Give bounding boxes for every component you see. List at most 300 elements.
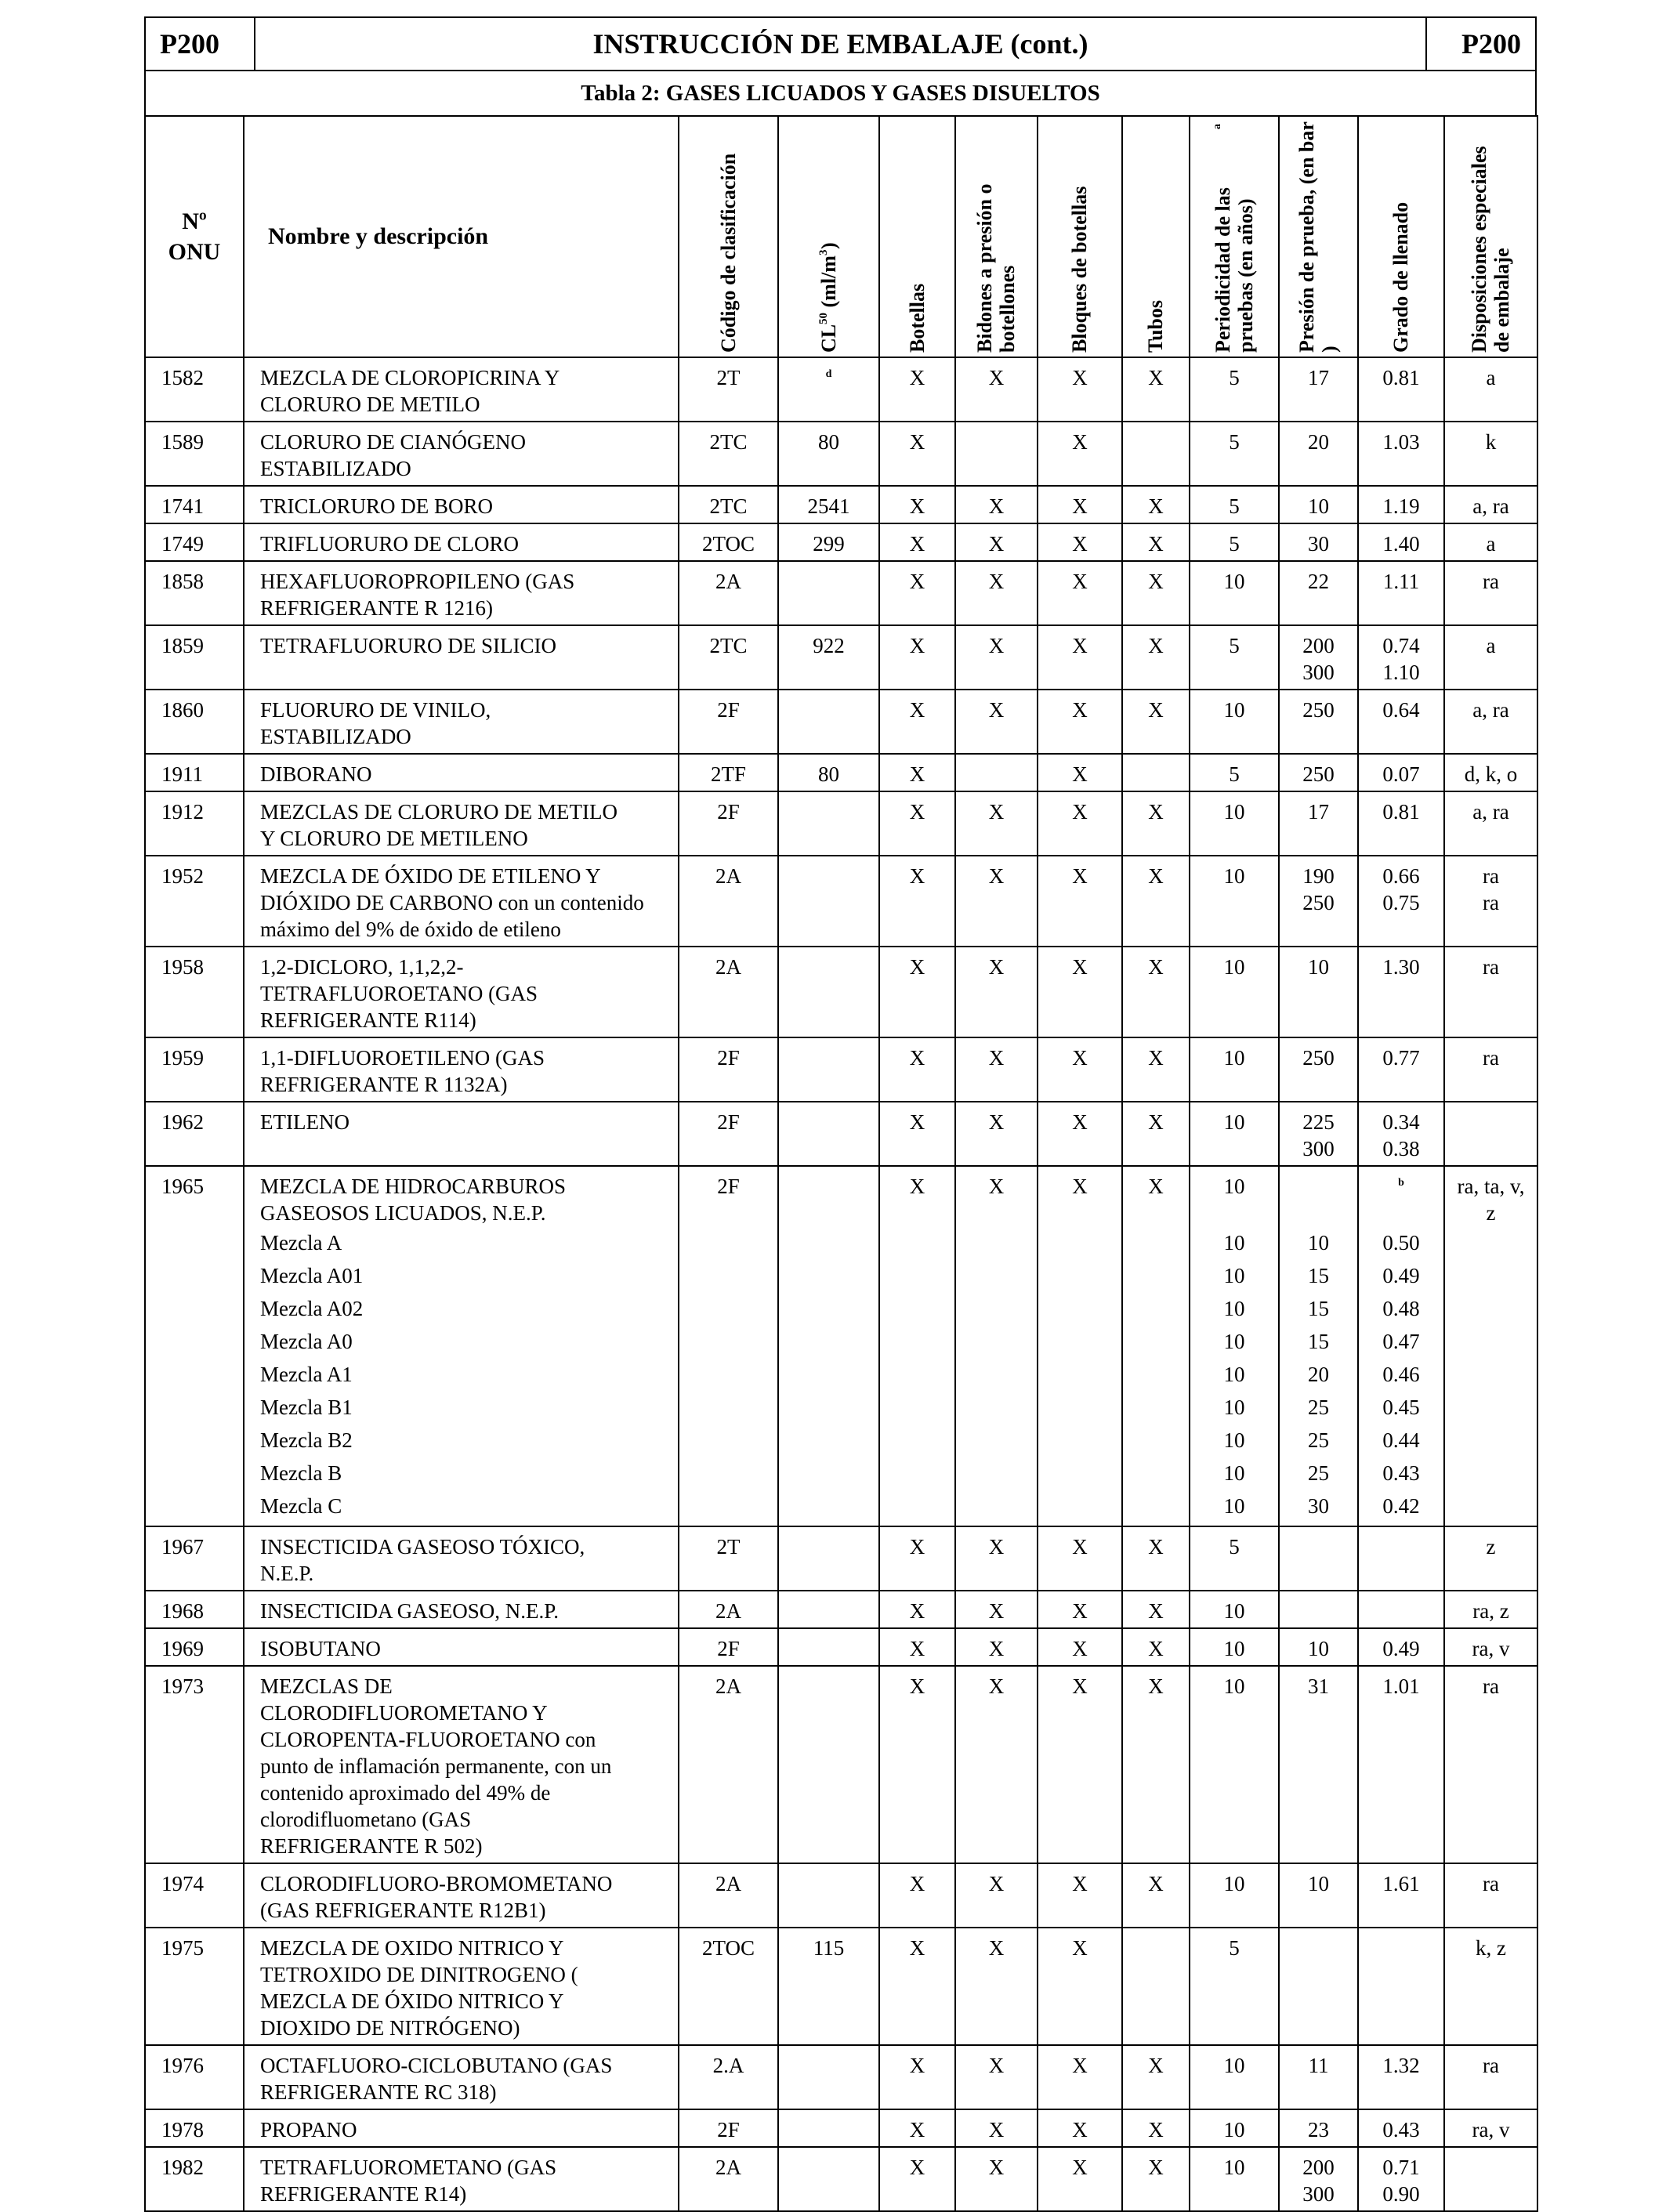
special-provisions (1444, 523, 1537, 561)
tubes-mark: X (1122, 357, 1190, 422)
substance-name-line: FLUORURO DE VINILO, (260, 698, 491, 722)
drums-mark (955, 754, 1038, 791)
filling-ratio (1358, 1863, 1444, 1928)
mixture-filling: 0.43 (1382, 1461, 1420, 1485)
un-number: 1858 (145, 561, 244, 625)
table-row (145, 2045, 1537, 2109)
table-row (145, 1928, 1537, 2045)
substance-name-lines (260, 863, 672, 943)
special-lines (1445, 1173, 1537, 1226)
test-pressure (1279, 1628, 1358, 1666)
tubes-mark: X (1122, 1591, 1190, 1628)
table-row (145, 1037, 1537, 1102)
filling-ratio-lines (1359, 1109, 1443, 1162)
substance-name-lines (260, 364, 672, 418)
test-period: 5 (1190, 422, 1279, 486)
substance-name-lines (260, 761, 672, 787)
substance-name-lines (260, 530, 672, 557)
special-provisions (1444, 1928, 1537, 2045)
substance-name-line: CLORODIFLUOROMETANO Y (260, 1701, 548, 1725)
col-cylinders (879, 116, 955, 357)
substance-name (244, 1863, 679, 1928)
test-pressure (1279, 2045, 1358, 2109)
special-provisions-lines (1445, 954, 1537, 980)
bundles-mark: X (1038, 1166, 1122, 1526)
bundles-mark: X (1038, 1037, 1122, 1102)
mixture-name: Mezcla A01 (260, 1264, 364, 1287)
cylinders-mark: X (879, 690, 955, 754)
test-pressure-lines (1280, 1044, 1357, 1071)
special-provisions-line: a (1486, 634, 1496, 657)
col-drums-label: Bidones a presión o botellones (973, 183, 1020, 353)
substance-name-line: (GAS REFRIGERANTE R12B1) (260, 1899, 546, 1922)
col-period-text: Periodicidad de las pruebas (en años) (1211, 187, 1257, 353)
substance-name-line: clorodifluometano (GAS (260, 1808, 472, 1831)
cylinders-mark: X (879, 1666, 955, 1863)
bundles-mark: X (1038, 486, 1122, 523)
un-number: 1967 (145, 1526, 244, 1591)
test-pressure-line: 10 (1308, 1872, 1329, 1895)
bundles-mark: X (1038, 2045, 1122, 2109)
substance-name-line: MEZCLAS DE CLORURO DE METILO (260, 800, 618, 824)
substance-name-lines (260, 429, 672, 482)
test-period: 10 (1190, 1666, 1279, 1863)
un-number: 1965 (145, 1166, 244, 1526)
table-row (145, 1628, 1537, 1666)
period-main (1190, 1173, 1278, 1226)
mixture-pressure: 15 (1308, 1264, 1329, 1287)
drums-mark: X (955, 2109, 1038, 2147)
filling-ratio-lines (1359, 530, 1443, 557)
drums-mark: X (955, 1666, 1038, 1863)
table-row (145, 791, 1537, 856)
bundles-mark: X (1038, 357, 1122, 422)
substance-name (244, 1928, 679, 2045)
drums-mark: X (955, 1102, 1038, 1166)
test-period: 5 (1190, 357, 1279, 422)
filling-ratio-lines (1359, 1635, 1443, 1662)
substance-name-line: PROPANO (260, 2118, 357, 2141)
test-pressure (1279, 1526, 1358, 1591)
table-row (145, 1526, 1537, 1591)
test-pressure-line: 190 (1302, 864, 1335, 888)
test-period: 5 (1190, 1526, 1279, 1591)
un-number: 1741 (145, 486, 244, 523)
table-row (145, 754, 1537, 791)
special-provisions-line: ra, z (1472, 1599, 1509, 1623)
bundles-mark: X (1038, 754, 1122, 791)
bundles-mark: X (1038, 1863, 1122, 1928)
substance-name-line: CLOROPENTA-FLUOROETANO con (260, 1728, 596, 1751)
filling-ratio (1358, 1666, 1444, 1863)
special-line: ra, ta, v, (1457, 1175, 1525, 1198)
filling-ratio (1358, 1628, 1444, 1666)
col-cylinders-label: Botellas (905, 283, 929, 353)
test-pressure (1279, 523, 1358, 561)
filling-ratio (1358, 1591, 1444, 1628)
table-body-1965 (145, 1166, 1537, 1526)
mixture-pressures (1280, 1226, 1357, 1522)
instruction-title: INSTRUCCIÓN DE EMBALAJE (cont.) (255, 17, 1426, 71)
classification-code: 2.A (679, 2045, 778, 2109)
special-provisions-lines (1445, 1673, 1537, 1700)
table-row (145, 1591, 1537, 1628)
substance-name (244, 523, 679, 561)
special-provisions (1444, 2045, 1537, 2109)
filling-ratio-lines (1359, 798, 1443, 825)
special-provisions-line: a, ra (1472, 494, 1509, 518)
substance-name-line: REFRIGERANTE R114) (260, 1008, 476, 1032)
bundles-mark: X (1038, 523, 1122, 561)
instruction-code-right: P200 (1426, 17, 1536, 71)
special-provisions (1444, 1526, 1537, 1591)
classification-code: 2F (679, 1037, 778, 1102)
test-pressure-lines (1280, 761, 1357, 787)
test-pressure (1279, 947, 1358, 1037)
test-pressure-line: 200 (1302, 634, 1335, 657)
un-number: 1582 (145, 357, 244, 422)
special-line: z (1486, 1201, 1496, 1225)
test-pressure-line: 22 (1308, 570, 1329, 593)
tubes-mark: X (1122, 1102, 1190, 1166)
col-special-provisions (1444, 116, 1537, 357)
substance-name-lines (260, 1870, 672, 1924)
special-provisions (1444, 561, 1537, 625)
lc50-value: 922 (778, 625, 879, 690)
tubes-mark: X (1122, 561, 1190, 625)
substance-name-line: MEZCLA DE ÓXIDO DE ETILENO Y (260, 864, 601, 888)
lc50-value (778, 1628, 879, 1666)
mixture-period: 10 (1223, 1330, 1245, 1353)
mixture-period: 10 (1223, 1231, 1245, 1254)
substance-name-line: ESTABILIZADO (260, 457, 411, 480)
filling-ratio (1358, 1928, 1444, 2045)
special-provisions-lines (1445, 798, 1537, 825)
substance-name-lines (260, 2154, 672, 2207)
filling-ratio-line: 0.38 (1382, 1137, 1420, 1160)
test-pressure (1279, 791, 1358, 856)
filling-ratio (1358, 2109, 1444, 2147)
filling-ratio (1358, 791, 1444, 856)
special-provisions-line: a (1486, 532, 1496, 556)
test-pressure-line: 31 (1308, 1674, 1329, 1698)
mixture-name: Mezcla B (260, 1461, 342, 1485)
drums-mark: X (955, 1037, 1038, 1102)
mixture-pressure: 15 (1308, 1297, 1329, 1320)
substance-name (244, 1526, 679, 1591)
classification-code: 2TOC (679, 523, 778, 561)
special-provisions (1444, 947, 1537, 1037)
bundles-mark: X (1038, 791, 1122, 856)
substance-name (244, 1591, 679, 1628)
filling-ratio (1358, 690, 1444, 754)
test-pressure-lines (1280, 2052, 1357, 2079)
drums-mark: X (955, 486, 1038, 523)
tubes-mark: X (1122, 523, 1190, 561)
substance-name (244, 486, 679, 523)
drums-mark: X (955, 1628, 1038, 1666)
cylinders-mark: X (879, 422, 955, 486)
substance-name (244, 1628, 679, 1666)
special-provisions-lines (1445, 1635, 1537, 1662)
filling-ratio (1358, 754, 1444, 791)
substance-name-lines (260, 1109, 672, 1135)
cylinders-mark: X (879, 1863, 955, 1928)
test-pressure (1279, 754, 1358, 791)
un-number: 1968 (145, 1591, 244, 1628)
col-lc50 (778, 116, 879, 357)
test-period: 10 (1190, 2109, 1279, 2147)
special-provisions-lines (1445, 1935, 1537, 1961)
cylinders-mark: X (879, 1928, 955, 2045)
col-test-period (1190, 116, 1279, 357)
lc50-value: 299 (778, 523, 879, 561)
substance-name-line: DIOXIDO DE NITRÓGENO) (260, 2016, 520, 2040)
classification-code: 2A (679, 1591, 778, 1628)
substance-name (244, 2045, 679, 2109)
tubes-mark: X (1122, 791, 1190, 856)
mixture-period: 10 (1223, 1396, 1245, 1419)
lc50-value (778, 1166, 879, 1526)
lc50-value: 80 (778, 422, 879, 486)
substance-name (244, 690, 679, 754)
substance-name-lines (260, 954, 672, 1034)
tubes-mark: X (1122, 2045, 1190, 2109)
bundles-mark: X (1038, 1928, 1122, 2045)
pressure-spacer-1 (1280, 1173, 1357, 1200)
lc50-value (778, 690, 879, 754)
special-provisions-line: a, ra (1472, 698, 1509, 722)
cylinders-mark: X (879, 2109, 955, 2147)
mixture-pressure: 25 (1308, 1396, 1329, 1419)
special-provisions-line: ra (1483, 891, 1499, 914)
cylinders-mark: X (879, 561, 955, 625)
classification-code: 2T (679, 357, 778, 422)
test-period: 10 (1190, 2147, 1279, 2211)
test-pressure (1279, 1591, 1358, 1628)
mixture-pressure: 20 (1308, 1363, 1329, 1386)
mixture-names (260, 1226, 672, 1522)
un-number: 1974 (145, 1863, 244, 1928)
special-provisions-lines (1445, 568, 1537, 595)
lc50-footnote: d (825, 368, 832, 380)
filling-ratio-lines (1359, 364, 1443, 391)
test-period: 10 (1190, 1628, 1279, 1666)
special-provisions-lines (1445, 632, 1537, 659)
test-pressure-lines (1280, 493, 1357, 520)
test-pressure (1279, 2109, 1358, 2147)
cylinders-mark: X (879, 625, 955, 690)
filling-ratio-line: 0.43 (1382, 2118, 1420, 2141)
drums-mark: X (955, 856, 1038, 947)
classification-code: 2TF (679, 754, 778, 791)
filling-ratio (1358, 357, 1444, 422)
substance-name (244, 1666, 679, 1863)
filling-ratio-lines (1359, 954, 1443, 980)
filling-ratio (1358, 947, 1444, 1037)
bundles-mark: X (1038, 1628, 1122, 1666)
special-provisions-lines (1445, 697, 1537, 723)
test-pressure (1279, 1037, 1358, 1102)
filling-ratio-lines (1359, 493, 1443, 520)
substance-name-line: 1,2-DICLORO, 1,1,2,2- (260, 955, 464, 979)
substance-name (244, 791, 679, 856)
filling-ratio-lines (1359, 429, 1443, 455)
drums-mark: X (955, 625, 1038, 690)
filling-ratio-lines (1359, 632, 1443, 686)
special-provisions-line: d, k, o (1464, 762, 1518, 786)
substance-name (244, 2109, 679, 2147)
col-period-label (1211, 121, 1257, 353)
classification-code: 2TOC (679, 1928, 778, 2045)
substance-name (244, 2147, 679, 2211)
special-provisions-line: ra (1483, 864, 1499, 888)
test-pressure (1279, 2147, 1358, 2211)
substance-name (244, 1166, 679, 1526)
special-provisions (1444, 1591, 1537, 1628)
un-number: 1959 (145, 1037, 244, 1102)
substance-name-lines (260, 1635, 672, 1662)
mixture-filling: 0.47 (1382, 1330, 1420, 1353)
drums-mark: X (955, 357, 1038, 422)
instruction-code-left: P200 (145, 17, 255, 71)
col-name: Nombre y descripción (244, 116, 679, 357)
period-spacer (1190, 1200, 1278, 1226)
filling-ratio-line: 0.77 (1382, 1046, 1420, 1070)
cylinders-mark: X (879, 523, 955, 561)
mixture-fillings (1359, 1226, 1443, 1522)
substance-name-line: MEZCLA DE ÓXIDO NITRICO Y (260, 1989, 564, 2013)
substance-name (244, 1037, 679, 1102)
bundles-mark: X (1038, 947, 1122, 1037)
table-row (145, 1666, 1537, 1863)
table-row (145, 422, 1537, 486)
special-provisions (1444, 357, 1537, 422)
bundles-mark: X (1038, 1666, 1122, 1863)
test-period: 5 (1190, 754, 1279, 791)
bundles-mark: X (1038, 856, 1122, 947)
cylinders-mark: X (879, 1526, 955, 1591)
substance-name-lines (260, 568, 672, 621)
filling-ratio (1358, 625, 1444, 690)
classification-code: 2F (679, 690, 778, 754)
table-row (145, 2109, 1537, 2147)
substance-name-lines (260, 2052, 672, 2105)
classification-code: 2F (679, 1166, 778, 1526)
filling-ratio (1358, 486, 1444, 523)
bundles-mark: X (1038, 561, 1122, 625)
cylinders-mark: X (879, 754, 955, 791)
mixture-filling: 0.48 (1382, 1297, 1420, 1320)
table-row (145, 947, 1537, 1037)
special-provisions-lines (1445, 493, 1537, 520)
test-period: 10 (1190, 856, 1279, 947)
lc50-value (778, 791, 879, 856)
bundles-mark: X (1038, 2147, 1122, 2211)
special-provisions-lines (1445, 1044, 1537, 1071)
substance-name-lines (260, 1935, 672, 2041)
special-provisions-lines (1445, 364, 1537, 391)
test-pressure-lines (1280, 863, 1357, 916)
bundles-mark: X (1038, 1102, 1122, 1166)
tubes-mark: X (1122, 2147, 1190, 2211)
un-number: 1978 (145, 2109, 244, 2147)
test-pressure-lines (1280, 2116, 1357, 2143)
col-lc50-label: CL 50 (ml/m 3 ) (817, 242, 840, 353)
filling-ratio (1358, 523, 1444, 561)
substance-name-lines (260, 798, 672, 852)
special-provisions-line: ra (1483, 570, 1499, 593)
cylinders-mark: X (879, 1628, 955, 1666)
mixture-pressure: 25 (1308, 1428, 1329, 1452)
lc50-value (778, 947, 879, 1037)
substance-name-line: REFRIGERANTE R14) (260, 2182, 467, 2206)
mixture-name: Mezcla A1 (260, 1363, 353, 1386)
mixture-name: Mezcla A0 (260, 1330, 353, 1353)
pressure-main (1280, 1173, 1357, 1226)
filling-ratio-lines (1359, 2052, 1443, 2079)
un-number: 1962 (145, 1102, 244, 1166)
un-number: 1952 (145, 856, 244, 947)
special-provisions-lines (1445, 1533, 1537, 1560)
mixture-name: Mezcla B2 (260, 1428, 353, 1452)
special-provisions (1444, 1666, 1537, 1863)
special-provisions-lines (1445, 1870, 1537, 1897)
filling-footnote: b (1398, 1177, 1404, 1189)
test-pressure-line: 200 (1302, 2156, 1335, 2179)
substance-name-line: REFRIGERANTE RC 318) (260, 2080, 497, 2104)
tubes-mark: X (1122, 1526, 1190, 1591)
col-pressure-label: Presión de prueba, (en bar ) (1295, 121, 1342, 353)
lc50-value (778, 1863, 879, 1928)
substance-name-line: MEZCLA DE OXIDO NITRICO Y (260, 1936, 564, 1960)
drums-mark (955, 422, 1038, 486)
tubes-mark: X (1122, 1863, 1190, 1928)
cylinders-mark: X (879, 947, 955, 1037)
tubes-mark (1122, 422, 1190, 486)
test-pressure-lines (1280, 364, 1357, 391)
filling-ratio-lines (1359, 568, 1443, 595)
test-period: 10 (1190, 1863, 1279, 1928)
mixture-pressure: 30 (1308, 1494, 1329, 1518)
special-provisions (1444, 791, 1537, 856)
cylinders-mark: X (879, 791, 955, 856)
classification-code: 2F (679, 1102, 778, 1166)
special-provisions-line: ra, v (1472, 2118, 1510, 2141)
substance-name (244, 422, 679, 486)
test-pressure-line: 23 (1308, 2118, 1329, 2141)
bundles-mark: X (1038, 422, 1122, 486)
un-number: 1982 (145, 2147, 244, 2211)
un-number: 1859 (145, 625, 244, 690)
substance-name-line: INSECTICIDA GASEOSO, N.E.P. (260, 1599, 560, 1623)
lc50-value (778, 1037, 879, 1102)
pressure-spacer-2 (1280, 1200, 1357, 1226)
un-number: 1973 (145, 1666, 244, 1863)
substance-name-line: REFRIGERANTE R 1132A) (260, 1073, 508, 1096)
filling-ratio-lines (1359, 2154, 1443, 2207)
filling-ratio-lines (1359, 1673, 1443, 1700)
mixture-period: 10 (1223, 1494, 1245, 1518)
mixture-pressure: 25 (1308, 1461, 1329, 1485)
substance-name-line: punto de inflamación permanente, con un (260, 1754, 612, 1778)
table-row (145, 690, 1537, 754)
special-provisions (1444, 1037, 1537, 1102)
mixture-pressure: 15 (1308, 1330, 1329, 1353)
col-un-label: Nº ONU (168, 208, 221, 265)
filling-ratio-line: 0.66 (1382, 864, 1420, 888)
classification-code: 2A (679, 1863, 778, 1928)
